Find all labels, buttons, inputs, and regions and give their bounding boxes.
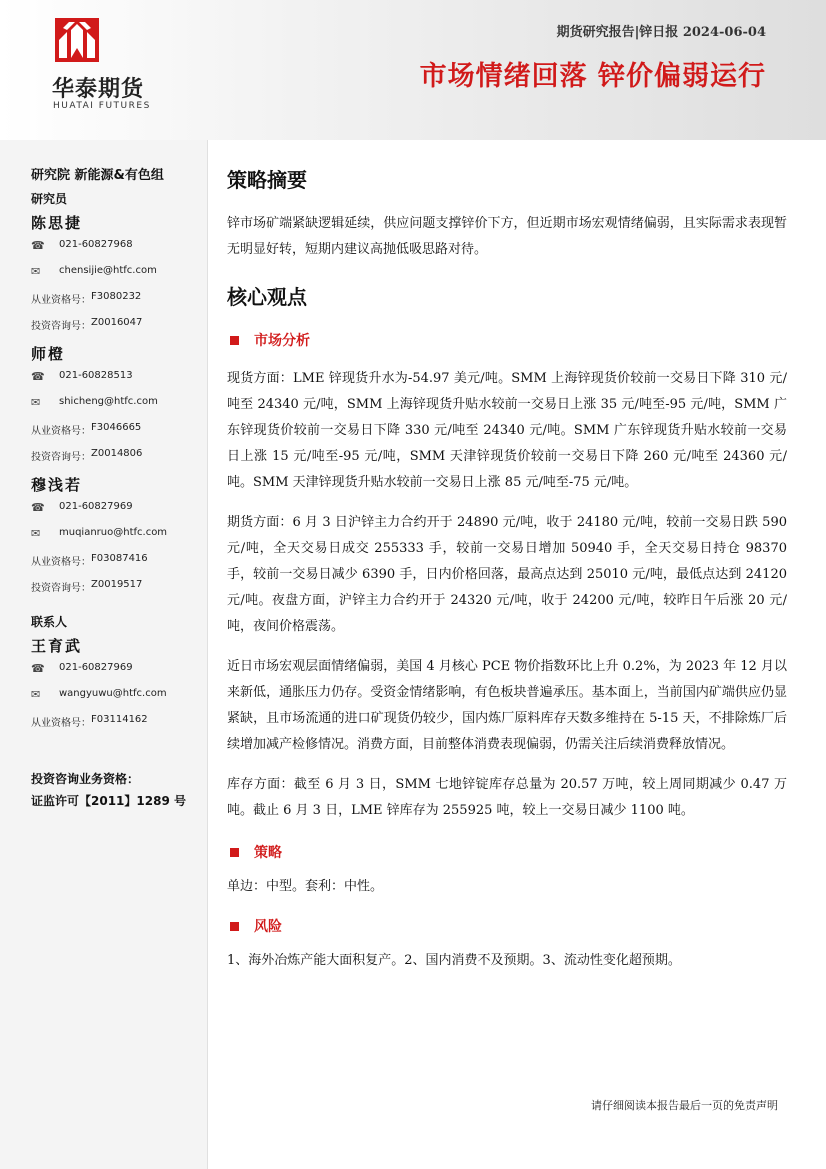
researcher-name: 穆浅若 — [31, 476, 83, 494]
business-qualification-title: 投资咨询业务资格： — [31, 772, 140, 786]
risk-heading: 风险 — [227, 916, 787, 936]
researcher-name: 师橙 — [31, 345, 66, 363]
email-row[interactable] — [31, 396, 201, 422]
bullet-square-icon — [230, 336, 239, 345]
company-name-en: HUATAI FUTURES — [53, 101, 151, 111]
summary-paragraph: 锌市场矿端紧缺逻辑延续，供应问题支撑锌价下方，但近期市场宏观情绪偏弱，且实际需求表现暂无明显好转，短期内建议高抛低吸思路对待。 — [227, 216, 787, 257]
report-meta — [557, 21, 766, 40]
bullet-square-icon — [230, 922, 239, 931]
email-row[interactable] — [31, 265, 201, 291]
phone-row — [31, 239, 201, 265]
company-name-cn: 华泰期货 — [52, 77, 145, 102]
envelope-icon: ✉ — [31, 265, 41, 278]
email-row[interactable] — [31, 688, 201, 714]
phone-row — [31, 662, 201, 688]
researchers-label: 研究员 — [31, 192, 68, 206]
phone-row — [31, 501, 201, 527]
phone-icon: ☎ — [31, 239, 45, 252]
envelope-icon: ✉ — [31, 527, 41, 540]
report-title: 市场情绪回落 锌价偏弱运行 — [419, 61, 766, 92]
main-content — [227, 160, 787, 974]
envelope-icon: ✉ — [31, 688, 41, 701]
department: 研究院 新能源&有色组 — [31, 168, 164, 183]
strategy-heading: 策略 — [227, 842, 787, 862]
qualification-row: 从业资格号： F3080232 — [31, 291, 142, 306]
email-address[interactable]: shicheng@htfc.com — [59, 396, 158, 407]
spot-paragraph: 现货方面：LME 锌现货升水为-54.97 美元/吨。SMM 上海锌现货价较前一交易日下降 310 元/吨至 24340 元/吨，SMM 上海锌现货升贴水较前一交易日上涨 35 元/吨至-95 元/吨，SMM 广东锌现货价较前一交易日下降 330 元/吨至 24340 元/吨。SMM 广东锌现货升贴水较前一交易日上涨 15 元/吨至-95 元/吨，SMM 天津锌现货价较前一交易日下降 260 元/吨至 24360 元/吨。SMM 天津锌现货升贴水较前一交易日上涨 85 元/吨至-75 元/吨。 — [227, 371, 787, 490]
invest-consult-row: 投资咨询号： Z0019517 — [31, 579, 143, 594]
futures-paragraph: 期货方面：6 月 3 日沪锌主力合约开于 24890 元/吨，收于 24180 元/吨，较前一交易日跌 590 元/吨，全天交易日成交 255333 手，较前一交易日增加 50940 手，全天交易日持仓 98370 手，较前一交易日减少 6390 手，日内价格回落，最高点达到 25010 元/吨，最低点达到 24120 元/吨。夜盘方面，沪锌主力合约开于 24320 元/吨，收于 24200 元/吨，较昨日午后涨 20 元/吨，夜间价格震荡。 — [227, 515, 787, 634]
phone-number: 021-60827968 — [59, 239, 133, 250]
email-address[interactable]: chensijie@htfc.com — [59, 265, 157, 276]
risk-paragraph: 1、海外冶炼产能大面积复产。2、国内消费不及预期。3、流动性变化超预期。 — [227, 953, 681, 968]
invest-consult-row: 投资咨询号： Z0014806 — [31, 448, 143, 463]
summary-heading: 策略摘要 — [227, 168, 307, 192]
market-analysis-heading: 市场分析 — [227, 330, 787, 350]
qualification-row: 从业资格号： F03114162 — [31, 714, 148, 729]
report-date: 2024-06-04 — [682, 25, 766, 40]
core-view-heading: 核心观点 — [227, 285, 307, 309]
researcher-name: 陈思捷 — [31, 214, 83, 232]
phone-number: 021-60827969 — [59, 501, 133, 512]
invest-consult-row: 投资咨询号： Z0016047 — [31, 317, 143, 332]
qualification-row: 从业资格号： F3046665 — [31, 422, 142, 437]
sidebar — [0, 140, 208, 1169]
email-address[interactable]: muqianruo@htfc.com — [59, 527, 168, 538]
huatai-logo-icon — [55, 18, 99, 62]
inventory-paragraph: 库存方面：截至 6 月 3 日，SMM 七地锌锭库存总量为 20.57 万吨，较上周同期减少 0.47 万吨。截止 6 月 3 日，LME 锌库存为 255925 吨，较上一交易日减少 1100 吨。 — [227, 777, 787, 818]
page-header — [0, 0, 826, 140]
email-address[interactable]: wangyuwu@htfc.com — [59, 688, 167, 699]
report-type: 期货研究报告|锌日报 — [556, 25, 679, 40]
email-row[interactable] — [31, 527, 201, 553]
contact-name: 王育武 — [31, 637, 83, 655]
envelope-icon: ✉ — [31, 396, 41, 409]
disclaimer-note: 请仔细阅读本报告最后一页的免责声明 — [591, 1099, 778, 1112]
phone-number: 021-60828513 — [59, 370, 133, 381]
qualification-row: 从业资格号： F03087416 — [31, 553, 148, 568]
phone-row — [31, 370, 201, 396]
contact-label: 联系人 — [31, 615, 68, 629]
phone-icon: ☎ — [31, 501, 45, 514]
business-license: 证监许可【2011】1289 号 — [31, 794, 186, 808]
macro-paragraph: 近日市场宏观层面情绪偏弱，美国 4 月核心 PCE 物价指数环比上升 0.2%，为 2023 年 12 月以来新低，通胀压力仍存。受资金情绪影响，有色板块普遍承压。基本面上，当前国内矿端供应仍显紧缺，且市场流通的进口矿现货仍较少，国内炼厂原料库存天数多维持在 5-15 天，不排除炼厂后续增加减产检修情况。消费方面，目前整体消费表现偏弱，仍需关注后续消费释放情况。 — [227, 659, 787, 752]
phone-icon: ☎ — [31, 662, 45, 675]
phone-number: 021-60827969 — [59, 662, 133, 673]
strategy-paragraph: 单边：中型。套利：中性。 — [227, 879, 384, 894]
bullet-square-icon — [230, 848, 239, 857]
phone-icon: ☎ — [31, 370, 45, 383]
